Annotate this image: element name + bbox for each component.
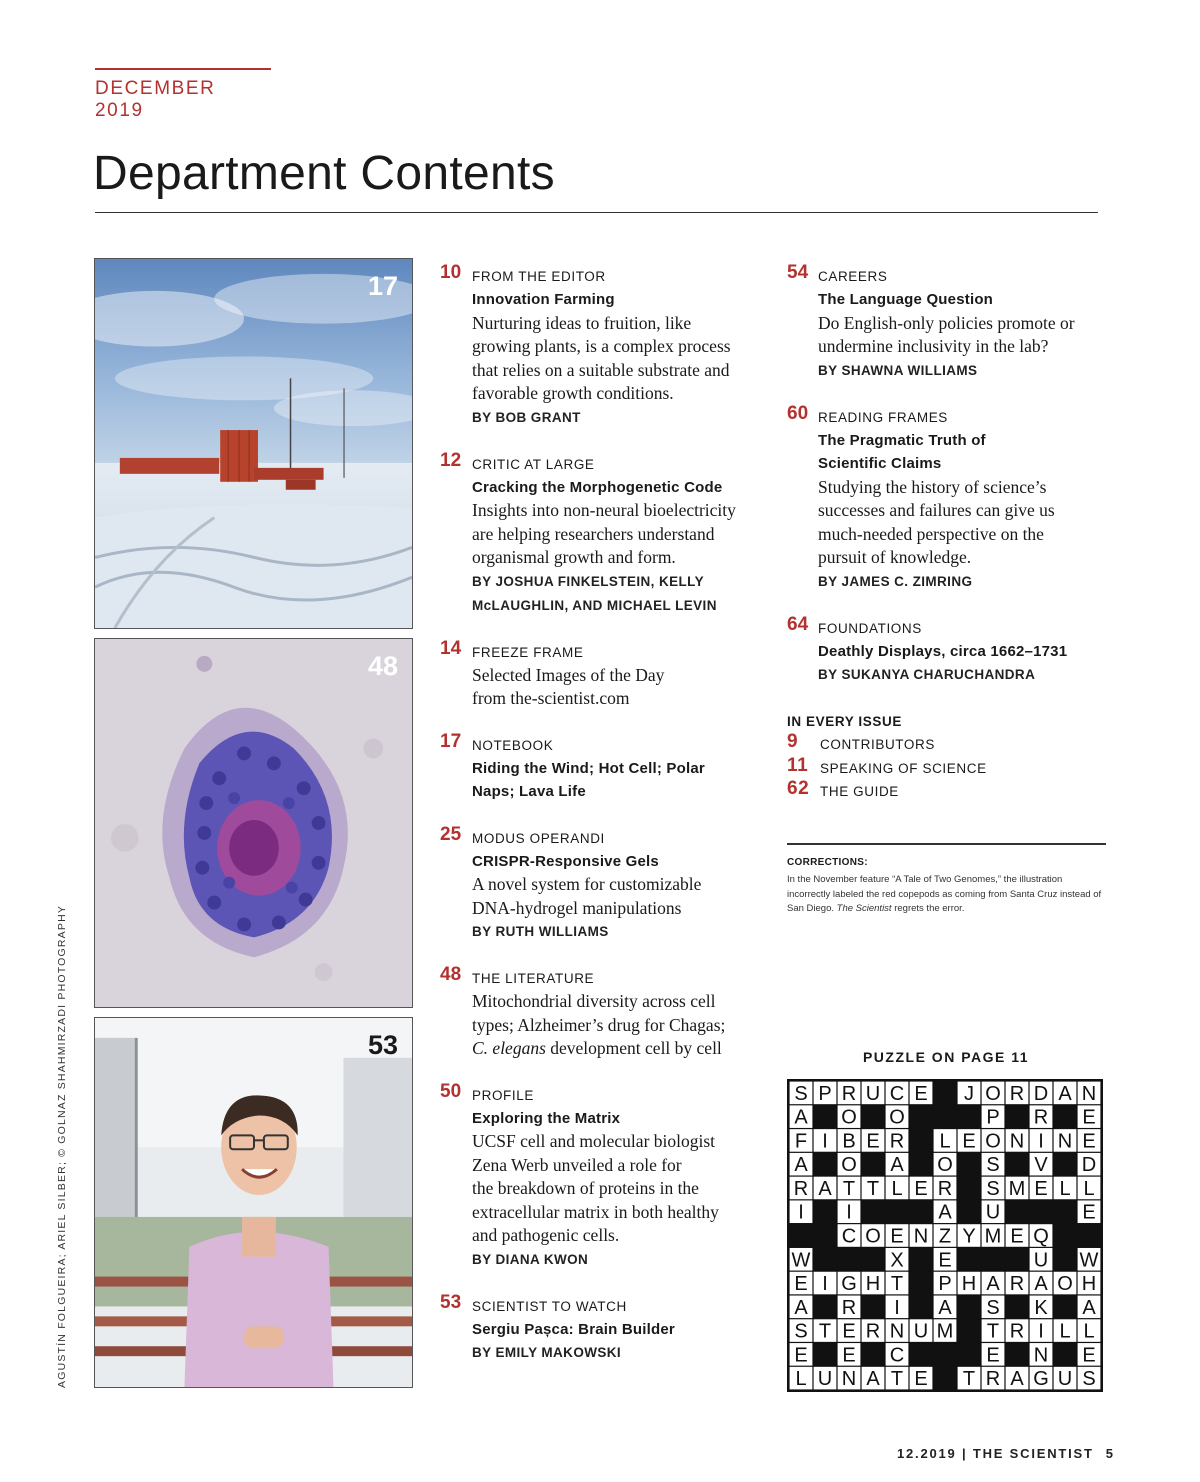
crossword-letter: R xyxy=(937,1177,953,1200)
crossword-letter: Z xyxy=(938,1225,952,1248)
entry-dek-line: DNA-hydrogel manipulations xyxy=(472,897,682,918)
crossword-block xyxy=(910,1296,933,1319)
item-page-number: 9 xyxy=(787,731,799,752)
crossword-block xyxy=(934,1367,957,1390)
crossword-letter: C xyxy=(889,1082,905,1105)
footer-page-number: 5 xyxy=(1105,1446,1115,1461)
crossword-letter: O xyxy=(889,1106,905,1129)
contents-entry[interactable] xyxy=(440,1291,780,1366)
crossword-block xyxy=(910,1153,933,1176)
entry-page-number: 12 xyxy=(440,449,462,471)
crossword-letter: T xyxy=(818,1320,832,1343)
in-every-issue-item[interactable] xyxy=(787,754,1107,781)
crossword-letter: P xyxy=(986,1106,1000,1129)
crossword-block xyxy=(814,1200,837,1223)
stained-cell-image xyxy=(95,639,412,1007)
contents-entry[interactable] xyxy=(440,730,780,804)
crossword-block xyxy=(910,1129,933,1152)
entry-headline-line: The Pragmatic Truth of xyxy=(818,431,986,449)
contents-column-right xyxy=(787,262,1107,804)
crossword-letter: A xyxy=(1082,1296,1096,1319)
entry-department: CRITIC AT LARGE xyxy=(472,456,595,472)
crossword-letter: X xyxy=(890,1249,904,1272)
crossword-letter: O xyxy=(841,1154,857,1177)
crossword-letter: S xyxy=(1082,1368,1096,1390)
crossword-letter: L xyxy=(795,1368,807,1390)
crossword-block xyxy=(814,1153,837,1176)
crossword-block xyxy=(982,1248,1005,1271)
item-label: SPEAKING OF SCIENCE xyxy=(820,760,987,776)
crossword-block xyxy=(1054,1343,1077,1366)
crossword-block xyxy=(886,1200,909,1223)
contents-entry[interactable] xyxy=(440,1080,780,1272)
crossword-letter: E xyxy=(962,1130,976,1153)
crossword-letter: I xyxy=(846,1201,852,1224)
crossword-letter: S xyxy=(986,1154,1000,1177)
crossword-letter: U xyxy=(865,1082,881,1105)
in-every-issue xyxy=(787,710,1107,804)
crossword-block xyxy=(814,1224,837,1247)
entry-page-number: 64 xyxy=(787,613,809,635)
crossword-letter: O xyxy=(985,1082,1001,1105)
entry-department: NOTEBOOK xyxy=(472,737,554,753)
crossword-block xyxy=(814,1248,837,1271)
crossword-letter: T xyxy=(986,1320,1000,1343)
entry-dek-line: Zena Werb unveiled a role for xyxy=(472,1154,682,1175)
photo-page-number: 17 xyxy=(367,271,398,301)
title-divider xyxy=(95,212,1098,213)
antarctic-station-image xyxy=(95,259,412,628)
crossword-letter: Y xyxy=(962,1225,976,1248)
crossword-block xyxy=(958,1105,981,1128)
crossword-block xyxy=(862,1248,885,1271)
crossword-letter: E xyxy=(890,1225,904,1248)
crossword-letter: A xyxy=(938,1201,952,1224)
crossword-letter: N xyxy=(1009,1130,1025,1153)
crossword-letter: J xyxy=(964,1082,974,1105)
crossword-letter: A xyxy=(1034,1273,1048,1296)
entry-dek-line: Mitochondrial diversity across cell xyxy=(472,991,716,1011)
entry-headline-line: Innovation Farming xyxy=(472,291,615,308)
entry-dek-line: Nurturing ideas to fruition, like xyxy=(472,312,692,333)
crossword-letter: S xyxy=(986,1177,1000,1200)
puzzle-label: PUZZLE ON PAGE 11 xyxy=(862,1049,1030,1065)
entry-dek-line: Insights into non-neural bioelectricity xyxy=(472,500,736,520)
crossword-letter: I xyxy=(798,1201,804,1224)
crossword-letter: K xyxy=(1034,1296,1048,1319)
entry-dek-line: that relies on a suitable substrate and xyxy=(472,359,730,380)
crossword-block xyxy=(1054,1224,1077,1247)
entry-page-number: 14 xyxy=(440,637,462,659)
crossword-letter: N xyxy=(913,1225,929,1248)
crossword-letter: A xyxy=(794,1296,808,1319)
entry-page-number: 48 xyxy=(440,964,462,985)
crossword-letter: A xyxy=(794,1154,808,1177)
crossword-letter: R xyxy=(1033,1106,1049,1129)
item-label: CONTRIBUTORS xyxy=(820,737,935,752)
crossword-grid xyxy=(787,1079,1103,1392)
entry-headline-line: The Language Question xyxy=(818,291,994,308)
entry-dek-line: growing plants, is a complex process xyxy=(472,336,731,356)
entry-dek-line: types; Alzheimer’s drug for Chagas; xyxy=(472,1014,726,1035)
crossword-letter: R xyxy=(1009,1273,1025,1296)
contents-entry[interactable] xyxy=(440,637,780,711)
crossword-block xyxy=(1030,1200,1053,1223)
entry-headline-line: Naps; Lava Life xyxy=(472,783,586,800)
crossword-letter: E xyxy=(914,1177,928,1200)
crossword-letter: E xyxy=(938,1249,952,1272)
crossword-letter: N xyxy=(841,1368,857,1390)
crossword-block xyxy=(862,1105,885,1128)
crossword-block xyxy=(814,1296,837,1319)
crossword-letter: A xyxy=(818,1177,832,1200)
photo-scientist-portrait[interactable] xyxy=(94,1017,413,1388)
crossword-block xyxy=(934,1082,957,1105)
entry-department: FREEZE FRAME xyxy=(472,644,584,660)
entry-headline-line: Cracking the Morphogenetic Code xyxy=(472,478,723,496)
crossword-letter: S xyxy=(986,1296,1000,1319)
entry-dek-line: the breakdown of proteins in the xyxy=(472,1178,699,1198)
entry-department: CAREERS xyxy=(818,269,888,284)
crossword-block xyxy=(814,1105,837,1128)
in-every-issue-title: IN EVERY ISSUE xyxy=(787,714,902,729)
crossword-letter: A xyxy=(1010,1368,1024,1390)
crossword-svg xyxy=(789,1081,1101,1390)
crossword-letter: U xyxy=(913,1320,929,1343)
crossword-letter: V xyxy=(1034,1154,1048,1177)
entry-dek-line: extracellular matrix in both healthy xyxy=(472,1201,719,1222)
entry-dek-line: UCSF cell and molecular biologist xyxy=(472,1131,716,1151)
crossword-letter: E xyxy=(866,1130,880,1153)
photo-page-number: 48 xyxy=(367,651,398,681)
entry-dek-line: Studying the history of science’s xyxy=(818,476,1047,497)
crossword-letter: T xyxy=(890,1368,904,1390)
crossword-block xyxy=(934,1105,957,1128)
entry-department: FROM THE EDITOR xyxy=(472,269,606,284)
entry-page-number: 54 xyxy=(787,262,809,283)
item-page-number: 11 xyxy=(787,754,809,776)
crossword-letter: S xyxy=(794,1082,808,1105)
crossword-letter: A xyxy=(938,1296,952,1319)
entry-headline-line: Sergiu Pașca: Brain Builder xyxy=(472,1320,675,1338)
crossword-letter: D xyxy=(1081,1154,1097,1177)
crossword-letter: M xyxy=(1008,1177,1026,1200)
entry-byline-line: BY JOSHUA FINKELSTEIN, KELLY xyxy=(472,573,704,589)
crossword-block xyxy=(958,1200,981,1223)
crossword-letter: R xyxy=(985,1368,1001,1390)
crossword-block xyxy=(934,1343,957,1366)
crossword-letter: N xyxy=(1057,1130,1073,1153)
crossword-letter: A xyxy=(1058,1082,1072,1105)
contents-entry[interactable] xyxy=(440,262,780,430)
crossword-block xyxy=(958,1296,981,1319)
crossword-block xyxy=(910,1200,933,1223)
footer-issue: 12.2019 | THE SCIENTIST xyxy=(897,1446,1094,1461)
crossword-block xyxy=(1006,1105,1029,1128)
entry-byline-line: BY BOB GRANT xyxy=(472,409,581,425)
crossword-letter: I xyxy=(822,1273,828,1296)
crossword-letter: E xyxy=(914,1082,928,1105)
entry-page-number: 10 xyxy=(440,262,462,283)
in-every-issue-item[interactable] xyxy=(787,780,1107,804)
crossword-block xyxy=(1006,1153,1029,1176)
entry-page-number: 60 xyxy=(787,402,809,424)
crossword-letter: Q xyxy=(1033,1225,1049,1248)
crossword-block xyxy=(862,1296,885,1319)
entry-department: THE LITERATURE xyxy=(472,971,595,986)
entry-page-number: 50 xyxy=(440,1080,462,1102)
entry-dek-line: from the-scientist.com xyxy=(472,688,630,708)
crossword-block xyxy=(958,1177,981,1200)
crossword-letter: I xyxy=(822,1130,828,1153)
crossword-block xyxy=(814,1343,837,1366)
entry-dek-line: successes and failures can give us xyxy=(818,500,1055,520)
crossword-letter: E xyxy=(1082,1201,1096,1224)
crossword-letter: O xyxy=(841,1106,857,1129)
page-footer xyxy=(897,1446,1115,1461)
issue-date: DECEMBER 2019 xyxy=(95,68,271,122)
crossword-block xyxy=(1054,1105,1077,1128)
crossword-block xyxy=(910,1272,933,1295)
entry-department: PROFILE xyxy=(472,1087,534,1103)
crossword-block xyxy=(1054,1200,1077,1223)
crossword-letter: E xyxy=(986,1344,1000,1367)
crossword-block xyxy=(862,1200,885,1223)
crossword-letter: B xyxy=(842,1130,856,1153)
entry-byline-line: BY SUKANYA CHARUCHANDRA xyxy=(818,667,1036,682)
scientist-portrait-image xyxy=(95,1018,412,1387)
crossword-letter: A xyxy=(986,1273,1000,1296)
entry-dek-line: C. elegans development cell by cell xyxy=(472,1038,722,1058)
crossword-letter: N xyxy=(889,1320,905,1343)
crossword-letter: U xyxy=(817,1368,833,1390)
crossword-block xyxy=(958,1153,981,1176)
crossword-letter: R xyxy=(889,1130,905,1153)
crossword-letter: W xyxy=(1079,1249,1099,1272)
crossword-letter: R xyxy=(841,1082,857,1105)
contents-column-middle xyxy=(440,262,780,1365)
crossword-letter: E xyxy=(1082,1106,1096,1129)
crossword-letter: D xyxy=(1033,1082,1049,1105)
entry-dek-line: undermine inclusivity in the lab? xyxy=(818,336,1049,356)
crossword-block xyxy=(1006,1296,1029,1319)
crossword-letter: L xyxy=(1083,1177,1095,1200)
crossword-block xyxy=(958,1343,981,1366)
crossword-letter: R xyxy=(1009,1320,1025,1343)
crossword-letter: N xyxy=(1033,1344,1049,1367)
crossword-letter: C xyxy=(841,1225,857,1248)
crossword-block xyxy=(790,1224,813,1247)
crossword-letter: O xyxy=(985,1130,1001,1153)
crossword-letter: E xyxy=(1034,1177,1048,1200)
crossword-letter: H xyxy=(1081,1273,1097,1296)
contents-entry[interactable] xyxy=(440,823,780,945)
crossword-letter: U xyxy=(1057,1368,1073,1390)
crossword-letter: E xyxy=(1010,1225,1024,1248)
crossword-letter: N xyxy=(1081,1082,1097,1105)
crossword-letter: O xyxy=(865,1225,881,1248)
crossword-letter: L xyxy=(939,1130,951,1153)
crossword-block xyxy=(910,1105,933,1128)
crossword-letter: T xyxy=(962,1368,976,1390)
entry-dek-line: are helping researchers understand xyxy=(472,523,715,544)
crossword-letter: O xyxy=(937,1154,953,1177)
crossword-letter: C xyxy=(889,1344,905,1367)
corrections-title: CORRECTIONS: xyxy=(787,857,868,868)
entry-dek-line: favorable growth conditions. xyxy=(472,383,674,403)
crossword-letter: E xyxy=(794,1273,808,1296)
crossword-letter: R xyxy=(793,1177,809,1200)
crossword-letter: M xyxy=(984,1225,1002,1248)
entry-dek-line: pursuit of knowledge. xyxy=(818,547,972,567)
crossword-block xyxy=(1006,1343,1029,1366)
entry-headline-line: Riding the Wind; Hot Cell; Polar xyxy=(472,759,705,777)
crossword-letter: T xyxy=(890,1273,904,1296)
crossword-block xyxy=(910,1248,933,1271)
entry-dek-line: much-needed perspective on the xyxy=(818,523,1044,544)
entry-dek-line: Do English-only policies promote or xyxy=(818,312,1075,333)
item-page-number: 62 xyxy=(787,778,810,799)
crossword-letter: I xyxy=(1038,1320,1044,1343)
entry-dek-species: C. elegans xyxy=(472,1038,546,1058)
entry-byline-line: BY RUTH WILLIAMS xyxy=(472,924,609,939)
crossword-letter: L xyxy=(1059,1320,1071,1343)
crossword-letter: I xyxy=(1038,1130,1044,1153)
crossword-letter: O xyxy=(1057,1273,1073,1296)
entry-byline-line: BY EMILY MAKOWSKI xyxy=(472,1345,622,1360)
entry-byline-line: BY SHAWNA WILLIAMS xyxy=(818,362,978,378)
crossword-block xyxy=(862,1153,885,1176)
entry-page-number: 25 xyxy=(440,823,462,845)
crossword-letter: S xyxy=(794,1320,808,1343)
crossword-letter: U xyxy=(1033,1249,1049,1272)
contents-entry[interactable] xyxy=(787,262,1107,383)
crossword-letter: E xyxy=(1082,1344,1096,1367)
crossword-letter: E xyxy=(842,1344,856,1367)
crossword-letter: E xyxy=(914,1368,928,1390)
contents-entry[interactable] xyxy=(787,613,1107,688)
entry-department: MODUS OPERANDI xyxy=(472,830,605,846)
crossword-letter: P xyxy=(938,1273,952,1296)
crossword-letter: T xyxy=(842,1177,856,1200)
crossword-letter: T xyxy=(866,1177,880,1200)
entry-page-number: 17 xyxy=(440,730,462,752)
crossword-letter: W xyxy=(791,1249,811,1272)
crossword-letter: P xyxy=(818,1082,832,1105)
crossword-letter: R xyxy=(865,1320,881,1343)
corrections-text-before: In the November feature “A Tale of Two Genomes,” the illustration incorrectly labeled the red copepods as coming from Santa Cruz instead of San Diego. xyxy=(787,874,1102,914)
crossword-block xyxy=(1006,1248,1029,1271)
entry-headline-line: Scientific Claims xyxy=(818,455,942,472)
entry-page-number: 53 xyxy=(440,1291,462,1313)
corrections-publication: The Scientist xyxy=(836,903,892,914)
crossword-letter: L xyxy=(1059,1177,1071,1200)
crossword-letter: E xyxy=(842,1320,856,1343)
crossword-letter: A xyxy=(890,1154,904,1177)
crossword-block xyxy=(910,1343,933,1366)
entry-dek-line: organismal growth and form. xyxy=(472,547,676,567)
photo-page-number: 53 xyxy=(367,1030,398,1060)
entry-headline-line: CRISPR-Responsive Gels xyxy=(472,852,659,870)
crossword-block xyxy=(958,1248,981,1271)
crossword-letter: A xyxy=(794,1106,808,1129)
entry-headline-line: Deathly Displays, circa 1662–1731 xyxy=(818,642,1068,660)
corrections-text-after: regrets the error. xyxy=(891,903,965,914)
entry-dek-line: Selected Images of the Day xyxy=(472,664,665,685)
crossword-letter: G xyxy=(1033,1368,1049,1390)
crossword-letter: R xyxy=(841,1296,857,1319)
crossword-letter: L xyxy=(891,1177,903,1200)
entry-byline-line: BY DIANA KWON xyxy=(472,1251,589,1267)
corrections-divider xyxy=(787,843,1106,845)
photo-stained-cell[interactable] xyxy=(94,638,413,1008)
crossword-letter: I xyxy=(894,1296,900,1319)
entry-department: FOUNDATIONS xyxy=(818,620,922,636)
photo-antarctic-station[interactable] xyxy=(94,258,413,629)
crossword-letter: E xyxy=(1082,1130,1096,1153)
entry-byline-line: BY JAMES C. ZIMRING xyxy=(818,573,973,589)
entry-department: SCIENTIST TO WATCH xyxy=(472,1298,627,1314)
crossword-letter: G xyxy=(841,1273,857,1296)
crossword-letter: M xyxy=(936,1320,954,1343)
crossword-letter: E xyxy=(794,1344,808,1367)
entry-byline-line: McLAUGHLIN, AND MICHAEL LEVIN xyxy=(472,597,717,613)
crossword-letter: H xyxy=(961,1273,977,1296)
crossword-letter: F xyxy=(794,1130,808,1153)
corrections-text xyxy=(787,873,1107,917)
entry-headline-line: Exploring the Matrix xyxy=(472,1109,621,1127)
crossword-block xyxy=(1054,1296,1077,1319)
crossword-letter: U xyxy=(985,1201,1001,1224)
crossword-block xyxy=(958,1319,981,1342)
entry-dek-line: A novel system for customizable xyxy=(472,874,702,894)
item-label: THE GUIDE xyxy=(820,784,899,799)
photo-credit: AGUSTÍN FOLGUEIRA; ARIEL SILBER; © GOLNAZ SHAHMIRZADI PHOTOGRAPHY xyxy=(56,904,68,1388)
contents-entry[interactable] xyxy=(787,402,1107,594)
crossword-block xyxy=(1078,1224,1101,1247)
crossword-letter: H xyxy=(865,1273,881,1296)
crossword-block xyxy=(862,1343,885,1366)
entry-dek-line: and pathogenic cells. xyxy=(472,1225,620,1245)
page-title: Department Contents xyxy=(93,147,555,200)
contents-entry[interactable] xyxy=(440,449,780,618)
entry-department: READING FRAMES xyxy=(818,409,948,425)
crossword-block xyxy=(1006,1200,1029,1223)
crossword-block xyxy=(1054,1248,1077,1271)
crossword-letter: A xyxy=(866,1368,880,1390)
crossword-letter: R xyxy=(1009,1082,1025,1105)
in-every-issue-item[interactable] xyxy=(787,733,1107,757)
crossword-block xyxy=(838,1248,861,1271)
contents-entry[interactable] xyxy=(440,964,780,1061)
crossword-letter: L xyxy=(1083,1320,1095,1343)
crossword-block xyxy=(1054,1153,1077,1176)
